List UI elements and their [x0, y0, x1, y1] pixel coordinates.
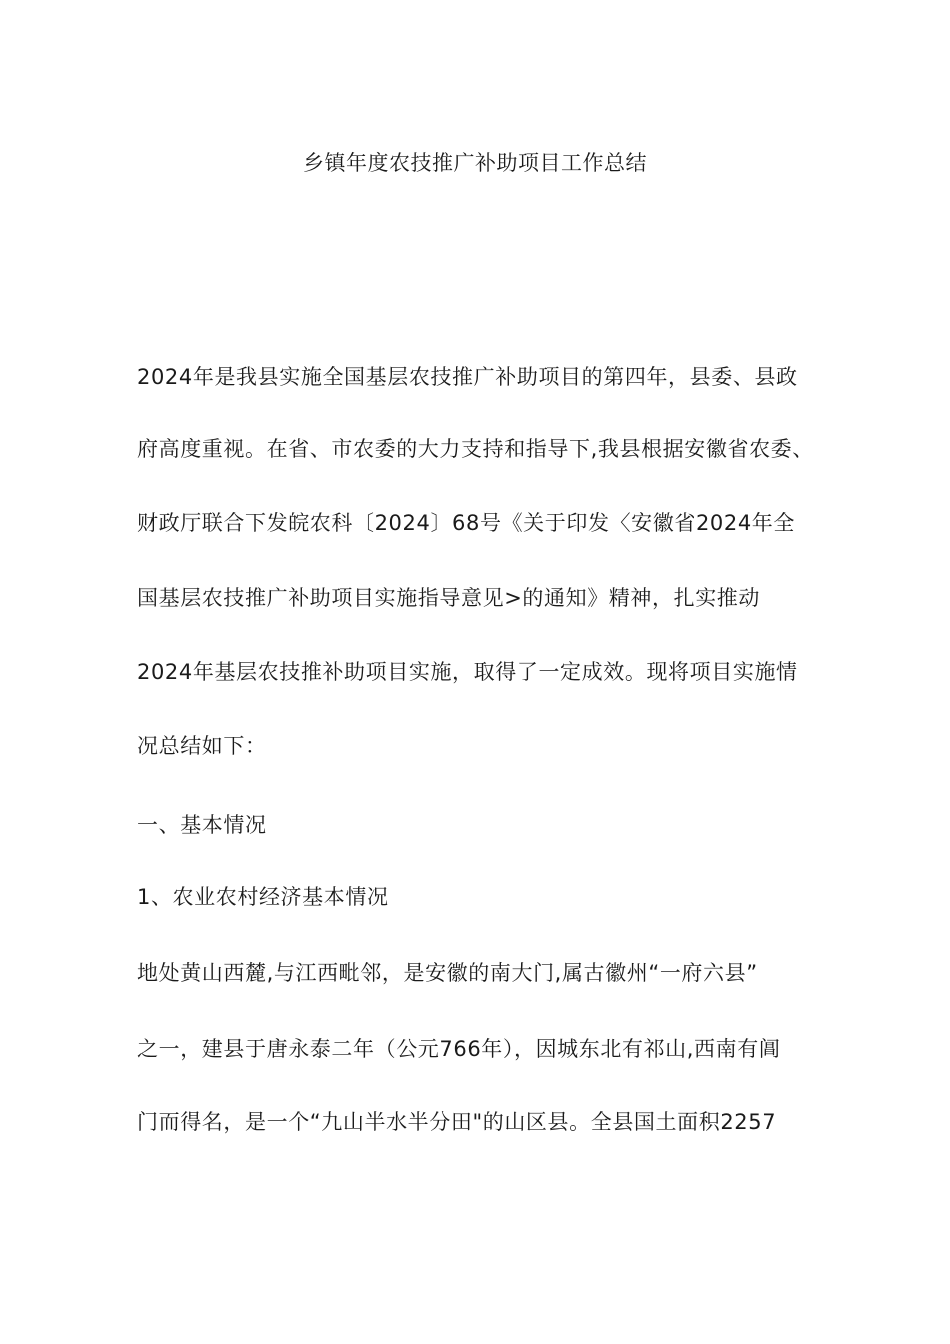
body-line-5: 2024年基层农技推补助项目实施，取得了一定成效。现将项目实施情	[137, 660, 798, 684]
document-title: 乡镇年度农技推广补助项目工作总结	[303, 151, 647, 175]
body-line-7: 地处黄山西麓,与江西毗邻，是安徽的南大门,属古徽州“一府六县”	[137, 961, 758, 985]
body-line-6: 况总结如下：	[137, 734, 267, 758]
body-line-8: 之一，建县于唐永泰二年（公元766年），因城东北有祁山,西南有阊	[137, 1037, 781, 1061]
body-line-3: 财政厅联合下发皖农科〔2024〕68号《关于印发〈安徽省2024年全	[137, 511, 796, 535]
body-line-2: 府高度重视。在省、市农委的大力支持和指导下,我县根据安徽省农委、	[137, 437, 814, 461]
body-line-1: 2024年是我县实施全国基层农技推广补助项目的第四年，县委、县政	[137, 365, 798, 389]
body-line-4: 国基层农技推广补助项目实施指导意见>的通知》精神，扎实推动	[137, 586, 760, 610]
body-line-9: 门而得名，是一个“九山半水半分田"的山区县。全县国土面积2257	[137, 1110, 777, 1134]
subsection-heading: 1、农业农村经济基本情况	[137, 885, 389, 909]
section-heading: 一、基本情况	[137, 813, 267, 837]
